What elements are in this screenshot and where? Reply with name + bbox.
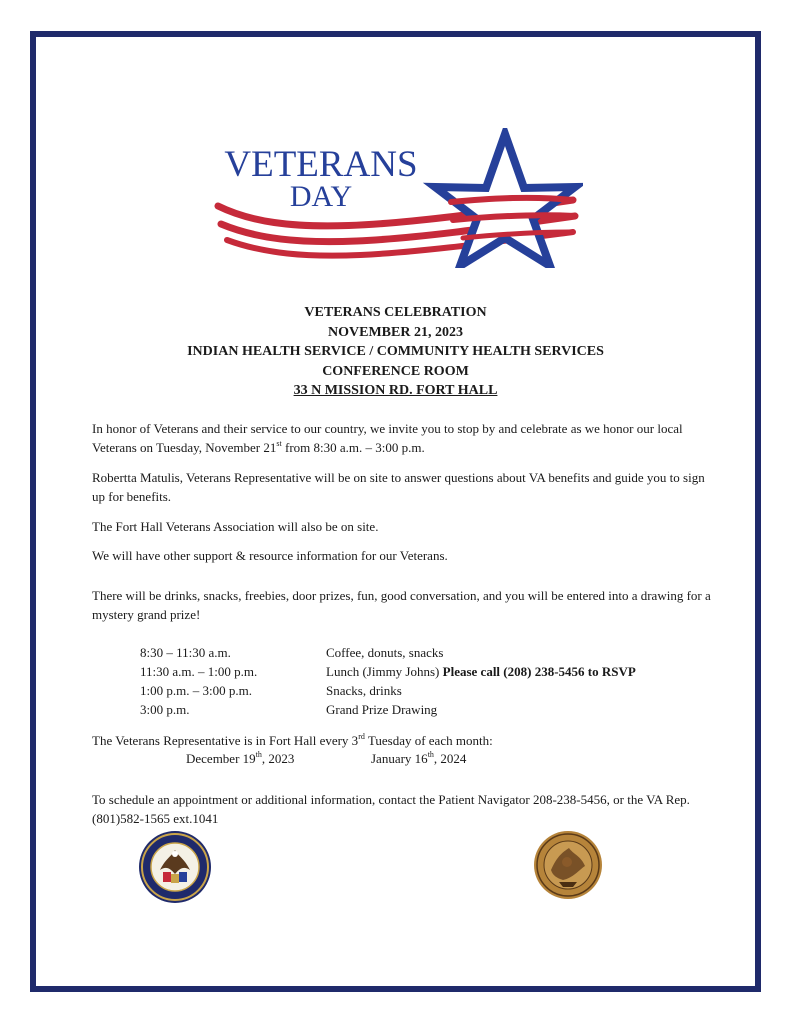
schedule-time: 1:00 p.m. – 3:00 p.m. xyxy=(140,683,252,698)
event-header xyxy=(60,303,731,401)
schedule-desc-text: Lunch (Jimmy Johns) xyxy=(326,664,443,679)
rep-schedule-intro xyxy=(92,731,712,750)
schedule-desc xyxy=(326,681,402,700)
schedule-desc-text: Grand Prize Drawing xyxy=(326,702,438,717)
ordinal-suffix: rd xyxy=(358,732,365,741)
schedule-desc xyxy=(326,662,636,681)
ordinal-suffix: th xyxy=(255,750,262,759)
rsvp-note: Please call (208) 238-5456 to RSVP xyxy=(442,664,636,679)
rep-intro-text: The Veterans Representative is in Fort Hall every 3 xyxy=(92,733,359,748)
logo-veterans-text: VETERANS xyxy=(224,144,418,185)
event-host: INDIAN HEALTH SERVICE / COMMUNITY HEALTH SERVICES xyxy=(187,344,604,359)
paragraph-invite-time: from 8:30 a.m. – 3:00 p.m. xyxy=(281,440,425,455)
paragraph-invite-text: In honor of Veterans and their service to our country, we invite you to stop by and celebrate as we honor our local Veterans on Tuesday, November 21 xyxy=(92,421,683,455)
paragraph-association: The Fort Hall Veterans Association will also be on site. xyxy=(92,519,379,534)
schedule-desc-text: Snacks, drinks xyxy=(326,683,402,698)
schedule-desc xyxy=(326,700,437,719)
event-room: CONFERENCE ROOM xyxy=(322,363,469,379)
paragraph-representative: Robertta Matulis, Veterans Representative will be on site to answer questions about VA benefits and guide you to sign up for benefits. xyxy=(92,470,705,504)
date-year: , 2023 xyxy=(261,751,295,766)
ordinal-suffix: st xyxy=(276,439,282,448)
date-text: January 16 xyxy=(371,751,428,766)
rep-date-december xyxy=(186,749,294,768)
schedule-time: 3:00 p.m. xyxy=(140,702,190,717)
ordinal-suffix: th xyxy=(427,750,434,759)
event-date: NOVEMBER 21, 2023 xyxy=(328,324,463,340)
event-address: 33 N MISSION RD. FORT HALL xyxy=(293,383,498,398)
rep-intro-text-end: Tuesday of each month: xyxy=(364,733,493,748)
schedule-time: 11:30 a.m. – 1:00 p.m. xyxy=(140,664,258,679)
event-title: VETERANS CELEBRATION xyxy=(304,305,487,320)
contact-info: To schedule an appointment or additional information, contact the Patient Navigator 208-238-5456, or the VA Rep. (801)582-1565 ext.1041 xyxy=(92,792,690,826)
paragraph-resources: We will have other support & resource information for our Veterans. xyxy=(92,548,448,563)
paragraph-invite xyxy=(92,419,712,457)
date-text: December 19 xyxy=(186,751,256,766)
schedule-desc-text: Coffee, donuts, snacks xyxy=(326,645,444,660)
schedule-time: 8:30 – 11:30 a.m. xyxy=(140,645,231,660)
va-seal-icon xyxy=(138,830,212,904)
paragraph-activities: There will be drinks, snacks, freebies, door prizes, fun, good conversation, and you will be entered into a drawing for a mystery grand prize! xyxy=(92,588,711,622)
logo-day-text: DAY xyxy=(289,180,353,213)
tribal-seal-icon xyxy=(533,830,603,900)
veterans-day-logo xyxy=(213,128,583,268)
rep-date-january xyxy=(371,749,466,768)
schedule-desc xyxy=(326,643,443,662)
date-year: , 2024 xyxy=(433,751,467,766)
